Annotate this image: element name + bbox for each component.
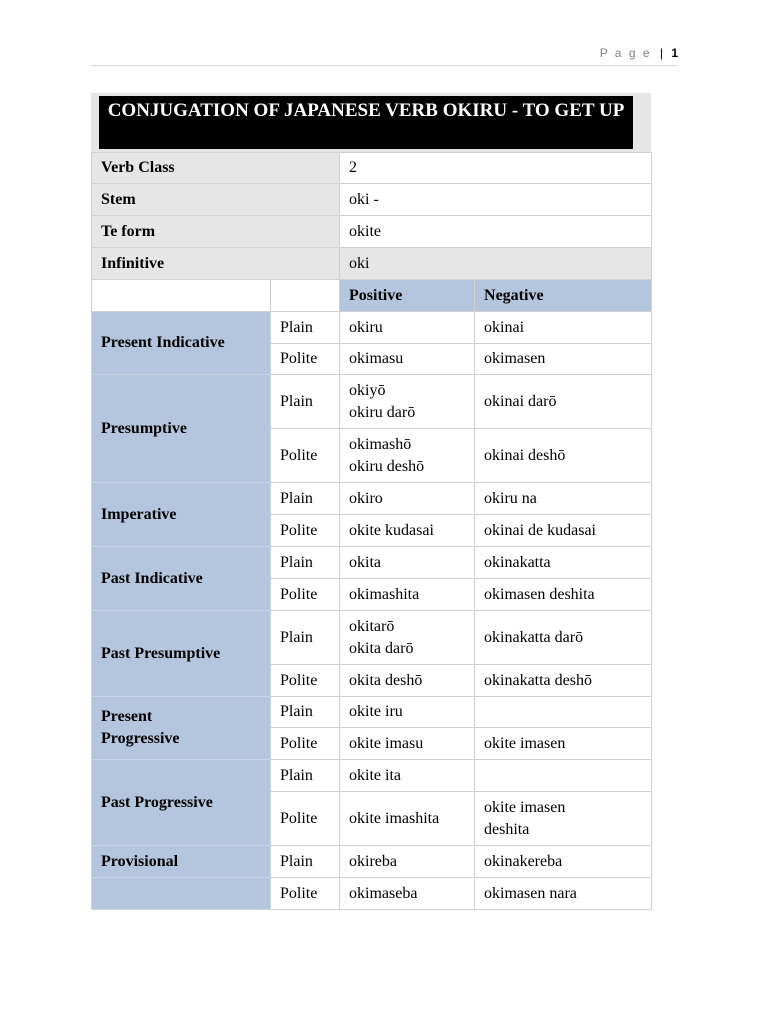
negative-line: deshita bbox=[484, 820, 530, 838]
tense-label: Past Presumptive bbox=[92, 611, 271, 697]
tense-label: Presumptive bbox=[92, 375, 271, 483]
negative-cell: okite imasen bbox=[475, 728, 652, 760]
tense-label: Past Progressive bbox=[92, 760, 271, 846]
table-row bbox=[92, 312, 652, 344]
table-row bbox=[92, 846, 652, 878]
positive-cell bbox=[340, 429, 475, 483]
info-row bbox=[92, 216, 652, 248]
negative-cell bbox=[475, 760, 652, 792]
tense-label-continuation bbox=[92, 878, 271, 910]
info-value: oki bbox=[340, 248, 652, 280]
info-label: Stem bbox=[92, 184, 340, 216]
negative-cell: okinai deshō bbox=[475, 429, 652, 483]
info-row bbox=[92, 153, 652, 184]
table-row bbox=[92, 611, 652, 665]
negative-cell: okimasen bbox=[475, 344, 652, 375]
tense-label: Imperative bbox=[92, 483, 271, 547]
table-row bbox=[92, 697, 652, 728]
positive-cell: okite imashita bbox=[340, 792, 475, 846]
form-cell: Plain bbox=[271, 483, 340, 515]
positive-cell bbox=[340, 375, 475, 429]
table-row bbox=[92, 375, 652, 429]
negative-cell: okinakatta bbox=[475, 547, 652, 579]
form-cell: Plain bbox=[271, 611, 340, 665]
positive-cell: okimashita bbox=[340, 579, 475, 611]
empty-cell bbox=[271, 280, 340, 312]
negative-cell: okiru na bbox=[475, 483, 652, 515]
positive-cell: okite imasu bbox=[340, 728, 475, 760]
positive-cell: okita bbox=[340, 547, 475, 579]
info-label: Infinitive bbox=[92, 248, 340, 280]
tense-label-line: Present bbox=[101, 708, 153, 725]
negative-cell: okinai de kudasai bbox=[475, 515, 652, 547]
positive-cell: okite ita bbox=[340, 760, 475, 792]
negative-cell: okinakereba bbox=[475, 846, 652, 878]
negative-cell: okinakatta darō bbox=[475, 611, 652, 665]
form-cell: Plain bbox=[271, 697, 340, 728]
positive-line: okimashō bbox=[349, 435, 412, 453]
positive-line: okita darō bbox=[349, 639, 414, 657]
positive-header: Positive bbox=[340, 280, 475, 312]
form-cell: Polite bbox=[271, 579, 340, 611]
form-cell: Plain bbox=[271, 375, 340, 429]
form-cell: Plain bbox=[271, 312, 340, 344]
tense-label-line: Progressive bbox=[101, 730, 180, 747]
tense-label: Present Indicative bbox=[92, 312, 271, 375]
info-value: 2 bbox=[340, 153, 652, 184]
negative-cell bbox=[475, 697, 652, 728]
table-row bbox=[92, 483, 652, 515]
table-row bbox=[92, 760, 652, 792]
positive-line: okiru deshō bbox=[349, 457, 425, 475]
positive-cell: okita deshō bbox=[340, 665, 475, 697]
form-cell: Plain bbox=[271, 547, 340, 579]
info-value: okite bbox=[340, 216, 652, 248]
positive-line: okitarō bbox=[349, 617, 395, 635]
negative-cell: okimasen nara bbox=[475, 878, 652, 910]
form-cell: Polite bbox=[271, 728, 340, 760]
column-header-row bbox=[92, 280, 652, 312]
positive-cell bbox=[340, 611, 475, 665]
form-cell: Plain bbox=[271, 846, 340, 878]
page-header bbox=[600, 46, 678, 60]
empty-cell bbox=[92, 280, 271, 312]
table-row bbox=[92, 547, 652, 579]
negative-cell: okinai bbox=[475, 312, 652, 344]
tense-label: Past Indicative bbox=[92, 547, 271, 611]
negative-cell bbox=[475, 792, 652, 846]
form-cell: Polite bbox=[271, 792, 340, 846]
form-cell: Polite bbox=[271, 344, 340, 375]
form-cell: Plain bbox=[271, 760, 340, 792]
table-row bbox=[92, 878, 652, 910]
page-separator: | bbox=[659, 46, 663, 60]
positive-cell: okite iru bbox=[340, 697, 475, 728]
positive-cell: okireba bbox=[340, 846, 475, 878]
negative-cell: okinai darō bbox=[475, 375, 652, 429]
info-row bbox=[92, 184, 652, 216]
negative-cell: okimasen deshita bbox=[475, 579, 652, 611]
tense-label: Provisional bbox=[92, 846, 271, 878]
title-banner bbox=[91, 93, 651, 152]
positive-line: okiru darō bbox=[349, 403, 416, 421]
table-title: CONJUGATION OF JAPANESE VERB OKIRU - TO GET UP bbox=[99, 96, 633, 149]
header-rule bbox=[90, 65, 678, 66]
form-cell: Polite bbox=[271, 429, 340, 483]
info-row bbox=[92, 248, 652, 280]
conjugation-table bbox=[91, 152, 652, 910]
positive-cell: okite kudasai bbox=[340, 515, 475, 547]
negative-line: okite imasen bbox=[484, 798, 566, 816]
positive-cell: okiro bbox=[340, 483, 475, 515]
positive-cell: okimasu bbox=[340, 344, 475, 375]
info-label: Verb Class bbox=[92, 153, 340, 184]
negative-header: Negative bbox=[475, 280, 652, 312]
page-word: P a g e bbox=[599, 46, 652, 60]
info-value: oki - bbox=[340, 184, 652, 216]
form-cell: Polite bbox=[271, 515, 340, 547]
positive-line: okiyō bbox=[349, 381, 386, 399]
tense-label bbox=[92, 697, 271, 760]
form-cell: Polite bbox=[271, 665, 340, 697]
positive-cell: okiru bbox=[340, 312, 475, 344]
negative-cell: okinakatta deshō bbox=[475, 665, 652, 697]
positive-cell: okimaseba bbox=[340, 878, 475, 910]
form-cell: Polite bbox=[271, 878, 340, 910]
page-number: 1 bbox=[671, 46, 678, 60]
info-label: Te form bbox=[92, 216, 340, 248]
